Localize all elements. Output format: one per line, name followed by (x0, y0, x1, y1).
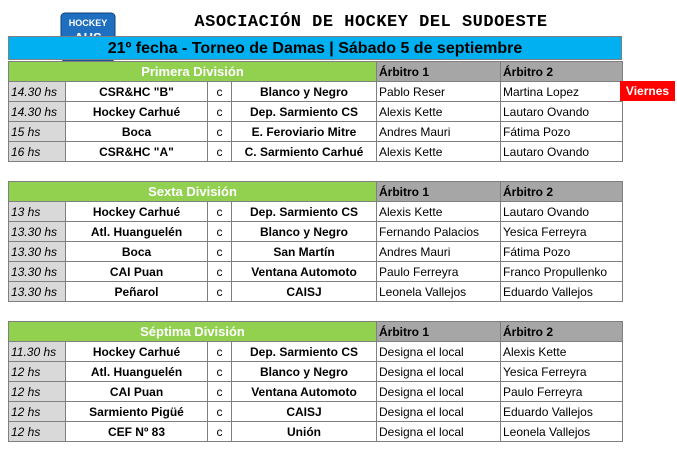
referee1: Paulo Ferreyra (377, 262, 501, 282)
match-row (9, 102, 623, 122)
away-team: Blanco y Negro (232, 222, 377, 242)
versus-mark: c (208, 202, 232, 222)
match-row (9, 362, 623, 382)
match-row (9, 422, 623, 442)
away-team: C. Sarmiento Carhué (232, 142, 377, 162)
match-row (9, 82, 623, 102)
match-row (9, 262, 623, 282)
division-title: Séptima División (9, 322, 377, 342)
referee2: Yesica Ferreyra (501, 222, 623, 242)
referee1: Alexis Kette (377, 102, 501, 122)
versus-mark: c (208, 362, 232, 382)
match-time: 11.30 hs (9, 342, 66, 362)
match-time: 14.30 hs (9, 82, 66, 102)
match-row (9, 282, 623, 302)
referee2: Yesica Ferreyra (501, 362, 623, 382)
home-team: CEF Nº 83 (66, 422, 208, 442)
versus-mark: c (208, 122, 232, 142)
referee2: Fátima Pozo (501, 242, 623, 262)
versus-mark: c (208, 102, 232, 122)
referee2: Alexis Kette (501, 342, 623, 362)
match-time: 13 hs (9, 202, 66, 222)
match-time: 12 hs (9, 362, 66, 382)
referee2: Franco Propullenko (501, 262, 623, 282)
match-time: 13.30 hs (9, 282, 66, 302)
home-team: Peñarol (66, 282, 208, 302)
referee1: Leonela Vallejos (377, 282, 501, 302)
versus-mark: c (208, 402, 232, 422)
referee2-header: Árbitro 2 (501, 182, 623, 202)
home-team: Boca (66, 122, 208, 142)
home-team: CAI Puan (66, 262, 208, 282)
match-row (9, 122, 623, 142)
referee2: Eduardo Vallejos (501, 282, 623, 302)
away-team: E. Feroviario Mitre (232, 122, 377, 142)
away-team: Ventana Automoto (232, 382, 377, 402)
away-team: San Martín (232, 242, 377, 262)
division-title: Sexta División (9, 182, 377, 202)
match-time: 13.30 hs (9, 262, 66, 282)
referee1: Alexis Kette (377, 142, 501, 162)
match-time: 16 hs (9, 142, 66, 162)
match-time: 12 hs (9, 382, 66, 402)
page-subtitle: 21º fecha - Torneo de Damas | Sábado 5 de septiembre (8, 36, 622, 60)
referee2: Eduardo Vallejos (501, 402, 623, 422)
home-team: CSR&HC "A" (66, 142, 208, 162)
match-row (9, 342, 623, 362)
referee2: Fátima Pozo (501, 122, 623, 142)
match-row (9, 202, 623, 222)
home-team: Atl. Huanguelén (66, 222, 208, 242)
versus-mark: c (208, 382, 232, 402)
match-time: 13.30 hs (9, 242, 66, 262)
versus-mark: c (208, 282, 232, 302)
table-header-row (9, 322, 623, 342)
referee1: Pablo Reser (377, 82, 501, 102)
referee1-header: Árbitro 1 (377, 182, 501, 202)
away-team: CAISJ (232, 282, 377, 302)
match-time: 12 hs (9, 402, 66, 422)
viernes-badge: Viernes (620, 81, 675, 101)
versus-mark: c (208, 242, 232, 262)
table-header-row (9, 182, 623, 202)
match-row (9, 402, 623, 422)
svg-text:HOCKEY: HOCKEY (68, 18, 108, 28)
home-team: Atl. Huanguelén (66, 362, 208, 382)
referee1: Andres Mauri (377, 122, 501, 142)
page-title: ASOCIACIÓN DE HOCKEY DEL SUDOESTE (194, 13, 548, 32)
match-time: 12 hs (9, 422, 66, 442)
versus-mark: c (208, 342, 232, 362)
referee1-header: Árbitro 1 (377, 322, 501, 342)
away-team: Unión (232, 422, 377, 442)
match-row (9, 142, 623, 162)
match-time: 13.30 hs (9, 222, 66, 242)
referee1: Andres Mauri (377, 242, 501, 262)
fixture-table-sexta (8, 181, 623, 302)
versus-mark: c (208, 262, 232, 282)
home-team: CSR&HC "B" (66, 82, 208, 102)
fixture-table-septima (8, 321, 623, 442)
versus-mark: c (208, 82, 232, 102)
fixture-table-primera (8, 61, 623, 162)
referee1-header: Árbitro 1 (377, 62, 501, 82)
referee1: Fernando Palacios (377, 222, 501, 242)
away-team: Ventana Automoto (232, 262, 377, 282)
versus-mark: c (208, 422, 232, 442)
home-team: Hockey Carhué (66, 202, 208, 222)
table-header-row (9, 62, 623, 82)
referee2: Lautaro Ovando (501, 142, 623, 162)
match-row (9, 382, 623, 402)
home-team: Hockey Carhué (66, 342, 208, 362)
referee2: Paulo Ferreyra (501, 382, 623, 402)
away-team: Dep. Sarmiento CS (232, 102, 377, 122)
referee1: Designa el local (377, 342, 501, 362)
versus-mark: c (208, 222, 232, 242)
home-team: Hockey Carhué (66, 102, 208, 122)
home-team: Sarmiento Pigüé (66, 402, 208, 422)
referee2-header: Árbitro 2 (501, 62, 623, 82)
home-team: Boca (66, 242, 208, 262)
away-team: Dep. Sarmiento CS (232, 342, 377, 362)
referee2: Leonela Vallejos (501, 422, 623, 442)
referee2: Lautaro Ovando (501, 102, 623, 122)
away-team: Blanco y Negro (232, 82, 377, 102)
referee2: Martina Lopez (501, 82, 623, 102)
home-team: CAI Puan (66, 382, 208, 402)
match-time: 14.30 hs (9, 102, 66, 122)
away-team: CAISJ (232, 402, 377, 422)
versus-mark: c (208, 142, 232, 162)
referee1: Designa el local (377, 362, 501, 382)
referee1: Designa el local (377, 422, 501, 442)
referee2: Lautaro Ovando (501, 202, 623, 222)
away-team: Dep. Sarmiento CS (232, 202, 377, 222)
division-title: Primera División (9, 62, 377, 82)
match-row (9, 242, 623, 262)
match-row (9, 222, 623, 242)
referee1: Designa el local (377, 382, 501, 402)
away-team: Blanco y Negro (232, 362, 377, 382)
referee2-header: Árbitro 2 (501, 322, 623, 342)
referee1: Designa el local (377, 402, 501, 422)
referee1: Alexis Kette (377, 202, 501, 222)
match-time: 15 hs (9, 122, 66, 142)
